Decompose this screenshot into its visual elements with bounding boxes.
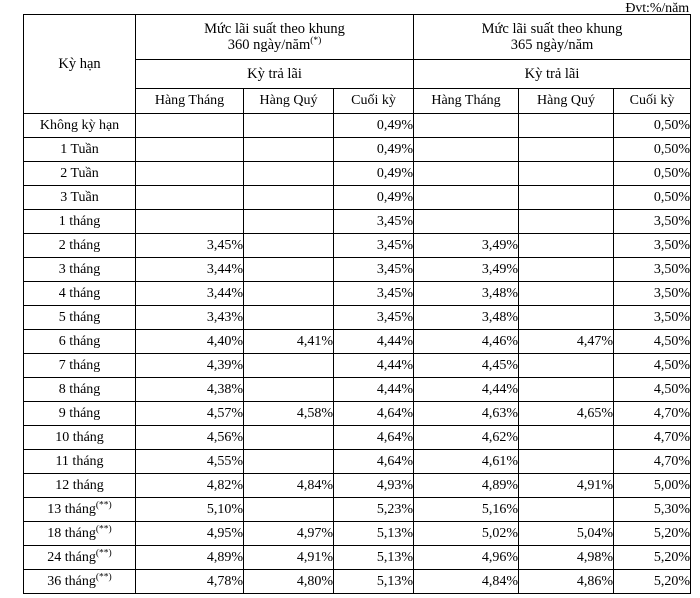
rate-cell-360-endterm: 0,49% — [334, 114, 414, 138]
rate-cell-360-monthly: 4,39% — [136, 354, 244, 378]
rate-cell-365-monthly: 5,02% — [414, 522, 519, 546]
rate-cell-360-endterm: 3,45% — [334, 306, 414, 330]
rate-cell-360-monthly — [136, 186, 244, 210]
rate-cell-365-monthly: 4,44% — [414, 378, 519, 402]
rate-cell-365-endterm: 3,50% — [614, 282, 691, 306]
rate-cell-365-endterm: 5,20% — [614, 546, 691, 570]
rate-cell-365-monthly — [414, 186, 519, 210]
rate-cell-360-endterm: 4,64% — [334, 402, 414, 426]
rate-cell-360-quarterly — [244, 498, 334, 522]
rate-cell-360-quarterly — [244, 234, 334, 258]
header-col-365-endterm: Cuối kỳ — [614, 89, 691, 114]
row-term-text: 36 tháng — [47, 573, 96, 589]
rate-cell-360-quarterly — [244, 426, 334, 450]
rate-cell-365-quarterly — [519, 306, 614, 330]
row-term-text: 7 tháng — [58, 357, 101, 373]
rate-cell-365-quarterly — [519, 114, 614, 138]
row-term-text: 4 tháng — [58, 285, 101, 301]
rate-cell-360-quarterly: 4,91% — [244, 546, 334, 570]
rate-cell-365-quarterly — [519, 450, 614, 474]
rate-cell-360-endterm: 5,13% — [334, 570, 414, 594]
table-row — [24, 306, 691, 330]
header-col-360-monthly: Hàng Tháng — [136, 89, 244, 114]
rate-cell-360-endterm: 0,49% — [334, 186, 414, 210]
row-term-label — [24, 306, 136, 330]
rate-cell-360-quarterly — [244, 306, 334, 330]
rate-cell-360-monthly — [136, 114, 244, 138]
row-term-label — [24, 330, 136, 354]
row-term-superscript: (**) — [95, 548, 112, 558]
rate-cell-360-monthly: 4,40% — [136, 330, 244, 354]
row-term-text: 2 tháng — [58, 237, 101, 253]
row-term-text: 3 tháng — [58, 261, 101, 277]
table-row — [24, 426, 691, 450]
header-term-label: Kỳ hạn — [58, 55, 101, 72]
rate-cell-360-endterm: 5,13% — [334, 546, 414, 570]
table-row — [24, 138, 691, 162]
footnote-line — [23, 591, 690, 598]
header-group-365-line2: 365 ngày/năm — [510, 37, 594, 53]
row-term-text: 2 Tuần — [60, 165, 99, 181]
row-term-superscript: (**) — [95, 524, 112, 534]
rate-cell-360-quarterly — [244, 354, 334, 378]
rate-cell-365-monthly: 4,84% — [414, 570, 519, 594]
table-row — [24, 450, 691, 474]
header-group-365 — [414, 15, 691, 60]
rate-cell-360-quarterly — [244, 186, 334, 210]
row-term-text: 9 tháng — [58, 405, 101, 421]
rate-cell-365-monthly: 4,89% — [414, 474, 519, 498]
rate-cell-365-monthly: 5,16% — [414, 498, 519, 522]
rate-cell-365-endterm: 4,70% — [614, 426, 691, 450]
row-term-label — [24, 378, 136, 402]
rate-cell-365-quarterly: 4,91% — [519, 474, 614, 498]
rate-cell-365-quarterly — [519, 162, 614, 186]
rate-cell-360-endterm: 5,13% — [334, 522, 414, 546]
rate-cell-365-quarterly: 4,65% — [519, 402, 614, 426]
rate-cell-365-endterm: 5,30% — [614, 498, 691, 522]
rate-cell-365-endterm: 5,00% — [614, 474, 691, 498]
rate-cell-365-quarterly — [519, 378, 614, 402]
rate-cell-365-endterm: 0,50% — [614, 186, 691, 210]
table-row — [24, 258, 691, 282]
header-col-360-quarterly: Hàng Quý — [244, 89, 334, 114]
rate-cell-360-endterm: 4,44% — [334, 354, 414, 378]
rate-cell-365-monthly: 4,63% — [414, 402, 519, 426]
rate-cell-360-endterm: 5,23% — [334, 498, 414, 522]
table-row — [24, 402, 691, 426]
rate-cell-360-monthly: 4,95% — [136, 522, 244, 546]
rate-cell-360-endterm: 4,44% — [334, 330, 414, 354]
row-term-text: 1 Tuần — [60, 141, 99, 157]
rate-cell-365-endterm: 5,20% — [614, 570, 691, 594]
rate-cell-365-quarterly: 4,86% — [519, 570, 614, 594]
rate-cell-365-monthly: 4,46% — [414, 330, 519, 354]
rate-cell-365-endterm: 0,50% — [614, 162, 691, 186]
row-term-text: 1 tháng — [58, 213, 101, 229]
row-term-text: 18 tháng — [47, 525, 96, 541]
rate-cell-365-monthly: 4,62% — [414, 426, 519, 450]
unit-label: Đvt:%/năm — [625, 1, 689, 16]
rate-cell-365-endterm: 4,70% — [614, 402, 691, 426]
row-term-label — [24, 426, 136, 450]
rate-cell-360-endterm: 3,45% — [334, 282, 414, 306]
table-row — [24, 210, 691, 234]
rate-cell-365-quarterly — [519, 138, 614, 162]
table-row — [24, 234, 691, 258]
rate-cell-360-monthly: 3,44% — [136, 258, 244, 282]
header-term — [24, 15, 136, 114]
rate-cell-360-endterm: 0,49% — [334, 162, 414, 186]
rate-cell-360-endterm: 0,49% — [334, 138, 414, 162]
row-term-text: 24 tháng — [47, 549, 96, 565]
header-group-365-line1: Mức lãi suất theo khung — [481, 20, 623, 37]
rate-cell-360-quarterly — [244, 282, 334, 306]
rate-cell-360-monthly: 4,38% — [136, 378, 244, 402]
rate-cell-365-monthly: 3,48% — [414, 282, 519, 306]
rate-cell-360-quarterly — [244, 258, 334, 282]
table-row — [24, 162, 691, 186]
rate-cell-365-quarterly — [519, 426, 614, 450]
rate-cell-365-monthly: 4,61% — [414, 450, 519, 474]
table-row — [24, 354, 691, 378]
rate-cell-365-quarterly — [519, 210, 614, 234]
table-row — [24, 498, 691, 522]
row-term-text: 12 tháng — [55, 477, 104, 493]
header-col-365-monthly: Hàng Tháng — [414, 89, 519, 114]
rate-cell-360-monthly: 4,78% — [136, 570, 244, 594]
rate-cell-360-quarterly: 4,84% — [244, 474, 334, 498]
rate-cell-360-monthly: 4,55% — [136, 450, 244, 474]
rate-cell-365-endterm: 3,50% — [614, 234, 691, 258]
rate-cell-360-quarterly — [244, 162, 334, 186]
rate-cell-365-quarterly — [519, 258, 614, 282]
row-term-text: 11 tháng — [55, 453, 104, 469]
rate-cell-365-quarterly — [519, 282, 614, 306]
rate-cell-365-monthly: 3,49% — [414, 258, 519, 282]
row-term-label — [24, 450, 136, 474]
rate-cell-360-monthly — [136, 138, 244, 162]
rate-cell-360-monthly: 3,43% — [136, 306, 244, 330]
rate-cell-360-quarterly: 4,58% — [244, 402, 334, 426]
rate-cell-365-endterm: 3,50% — [614, 210, 691, 234]
table-row — [24, 570, 691, 594]
rate-cell-365-endterm: 4,50% — [614, 354, 691, 378]
row-term-label — [24, 162, 136, 186]
row-term-label — [24, 546, 136, 570]
row-term-text: 8 tháng — [58, 381, 101, 397]
rate-cell-360-quarterly: 4,80% — [244, 570, 334, 594]
rate-cell-365-endterm: 4,50% — [614, 330, 691, 354]
rate-cell-365-endterm: 4,70% — [614, 450, 691, 474]
row-term-text: Không kỳ hạn — [39, 117, 120, 133]
row-term-label — [24, 258, 136, 282]
row-term-text: 13 tháng — [47, 501, 96, 517]
rate-cell-365-quarterly — [519, 234, 614, 258]
rate-cell-365-endterm: 3,50% — [614, 306, 691, 330]
rate-cell-360-monthly: 4,57% — [136, 402, 244, 426]
row-term-label — [24, 138, 136, 162]
rate-cell-360-monthly: 4,89% — [136, 546, 244, 570]
interest-rate-table-container — [23, 14, 690, 594]
row-term-label — [24, 186, 136, 210]
rate-cell-360-monthly: 4,56% — [136, 426, 244, 450]
rate-cell-365-monthly — [414, 114, 519, 138]
header-group-360-line2: 360 ngày/năm — [227, 37, 311, 53]
row-term-text: 3 Tuần — [60, 189, 99, 205]
rate-cell-365-quarterly: 4,47% — [519, 330, 614, 354]
rate-cell-360-monthly: 3,44% — [136, 282, 244, 306]
header-group-360-line1: Mức lãi suất theo khung — [204, 20, 345, 37]
table-row — [24, 186, 691, 210]
row-term-text: 10 tháng — [55, 429, 104, 445]
table-header — [24, 15, 691, 114]
rate-cell-365-endterm: 3,50% — [614, 258, 691, 282]
rate-cell-365-monthly — [414, 138, 519, 162]
rate-cell-360-endterm: 3,45% — [334, 258, 414, 282]
rate-cell-365-monthly: 4,45% — [414, 354, 519, 378]
header-group-360-superscript: (*) — [310, 36, 322, 47]
table-row — [24, 522, 691, 546]
rate-cell-360-monthly — [136, 162, 244, 186]
rate-cell-365-monthly: 4,96% — [414, 546, 519, 570]
rate-cell-360-monthly: 3,45% — [136, 234, 244, 258]
rate-cell-360-endterm: 3,45% — [334, 234, 414, 258]
row-term-superscript: (**) — [95, 572, 112, 582]
rate-cell-365-monthly: 3,48% — [414, 306, 519, 330]
row-term-label — [24, 282, 136, 306]
row-term-text: 5 tháng — [58, 309, 101, 325]
header-sub-360: Kỳ trả lãi — [136, 60, 414, 89]
row-term-label — [24, 522, 136, 546]
rate-cell-365-endterm: 0,50% — [614, 138, 691, 162]
rate-cell-360-quarterly — [244, 378, 334, 402]
rate-cell-365-quarterly: 5,04% — [519, 522, 614, 546]
rate-cell-360-quarterly — [244, 138, 334, 162]
header-group-360 — [136, 15, 414, 60]
row-term-label — [24, 114, 136, 138]
interest-rate-table — [23, 14, 691, 594]
table-row — [24, 378, 691, 402]
rate-cell-365-monthly — [414, 162, 519, 186]
rate-cell-360-endterm: 4,44% — [334, 378, 414, 402]
rate-cell-360-monthly — [136, 210, 244, 234]
rate-cell-360-quarterly: 4,41% — [244, 330, 334, 354]
table-row — [24, 546, 691, 570]
rate-cell-365-monthly — [414, 210, 519, 234]
rate-cell-360-quarterly: 4,97% — [244, 522, 334, 546]
header-row-group-titles — [24, 15, 691, 60]
row-term-text: 6 tháng — [58, 333, 101, 349]
rate-cell-365-monthly: 3,49% — [414, 234, 519, 258]
row-term-label — [24, 474, 136, 498]
rate-cell-360-endterm: 4,93% — [334, 474, 414, 498]
rate-cell-365-endterm: 0,50% — [614, 114, 691, 138]
table-row — [24, 474, 691, 498]
rate-cell-360-quarterly — [244, 210, 334, 234]
rate-cell-360-quarterly — [244, 114, 334, 138]
rate-cell-360-endterm: 4,64% — [334, 426, 414, 450]
rate-cell-360-endterm: 4,64% — [334, 450, 414, 474]
rate-cell-365-endterm: 4,50% — [614, 378, 691, 402]
row-term-label — [24, 570, 136, 594]
table-body — [24, 114, 691, 594]
rate-cell-365-quarterly — [519, 354, 614, 378]
row-term-label — [24, 210, 136, 234]
table-row — [24, 282, 691, 306]
header-col-360-endterm: Cuối kỳ — [334, 89, 414, 114]
rate-cell-360-monthly: 5,10% — [136, 498, 244, 522]
rate-cell-365-quarterly — [519, 498, 614, 522]
rate-cell-360-endterm: 3,45% — [334, 210, 414, 234]
row-term-label — [24, 498, 136, 522]
rate-cell-360-monthly: 4,82% — [136, 474, 244, 498]
row-term-superscript: (**) — [95, 500, 112, 510]
rate-cell-360-quarterly — [244, 450, 334, 474]
rate-cell-365-quarterly: 4,98% — [519, 546, 614, 570]
table-row — [24, 330, 691, 354]
row-term-label — [24, 354, 136, 378]
rate-cell-365-endterm: 5,20% — [614, 522, 691, 546]
table-row — [24, 114, 691, 138]
header-sub-365: Kỳ trả lãi — [414, 60, 691, 89]
row-term-label — [24, 402, 136, 426]
rate-cell-365-quarterly — [519, 186, 614, 210]
header-col-365-quarterly: Hàng Quý — [519, 89, 614, 114]
row-term-label — [24, 234, 136, 258]
